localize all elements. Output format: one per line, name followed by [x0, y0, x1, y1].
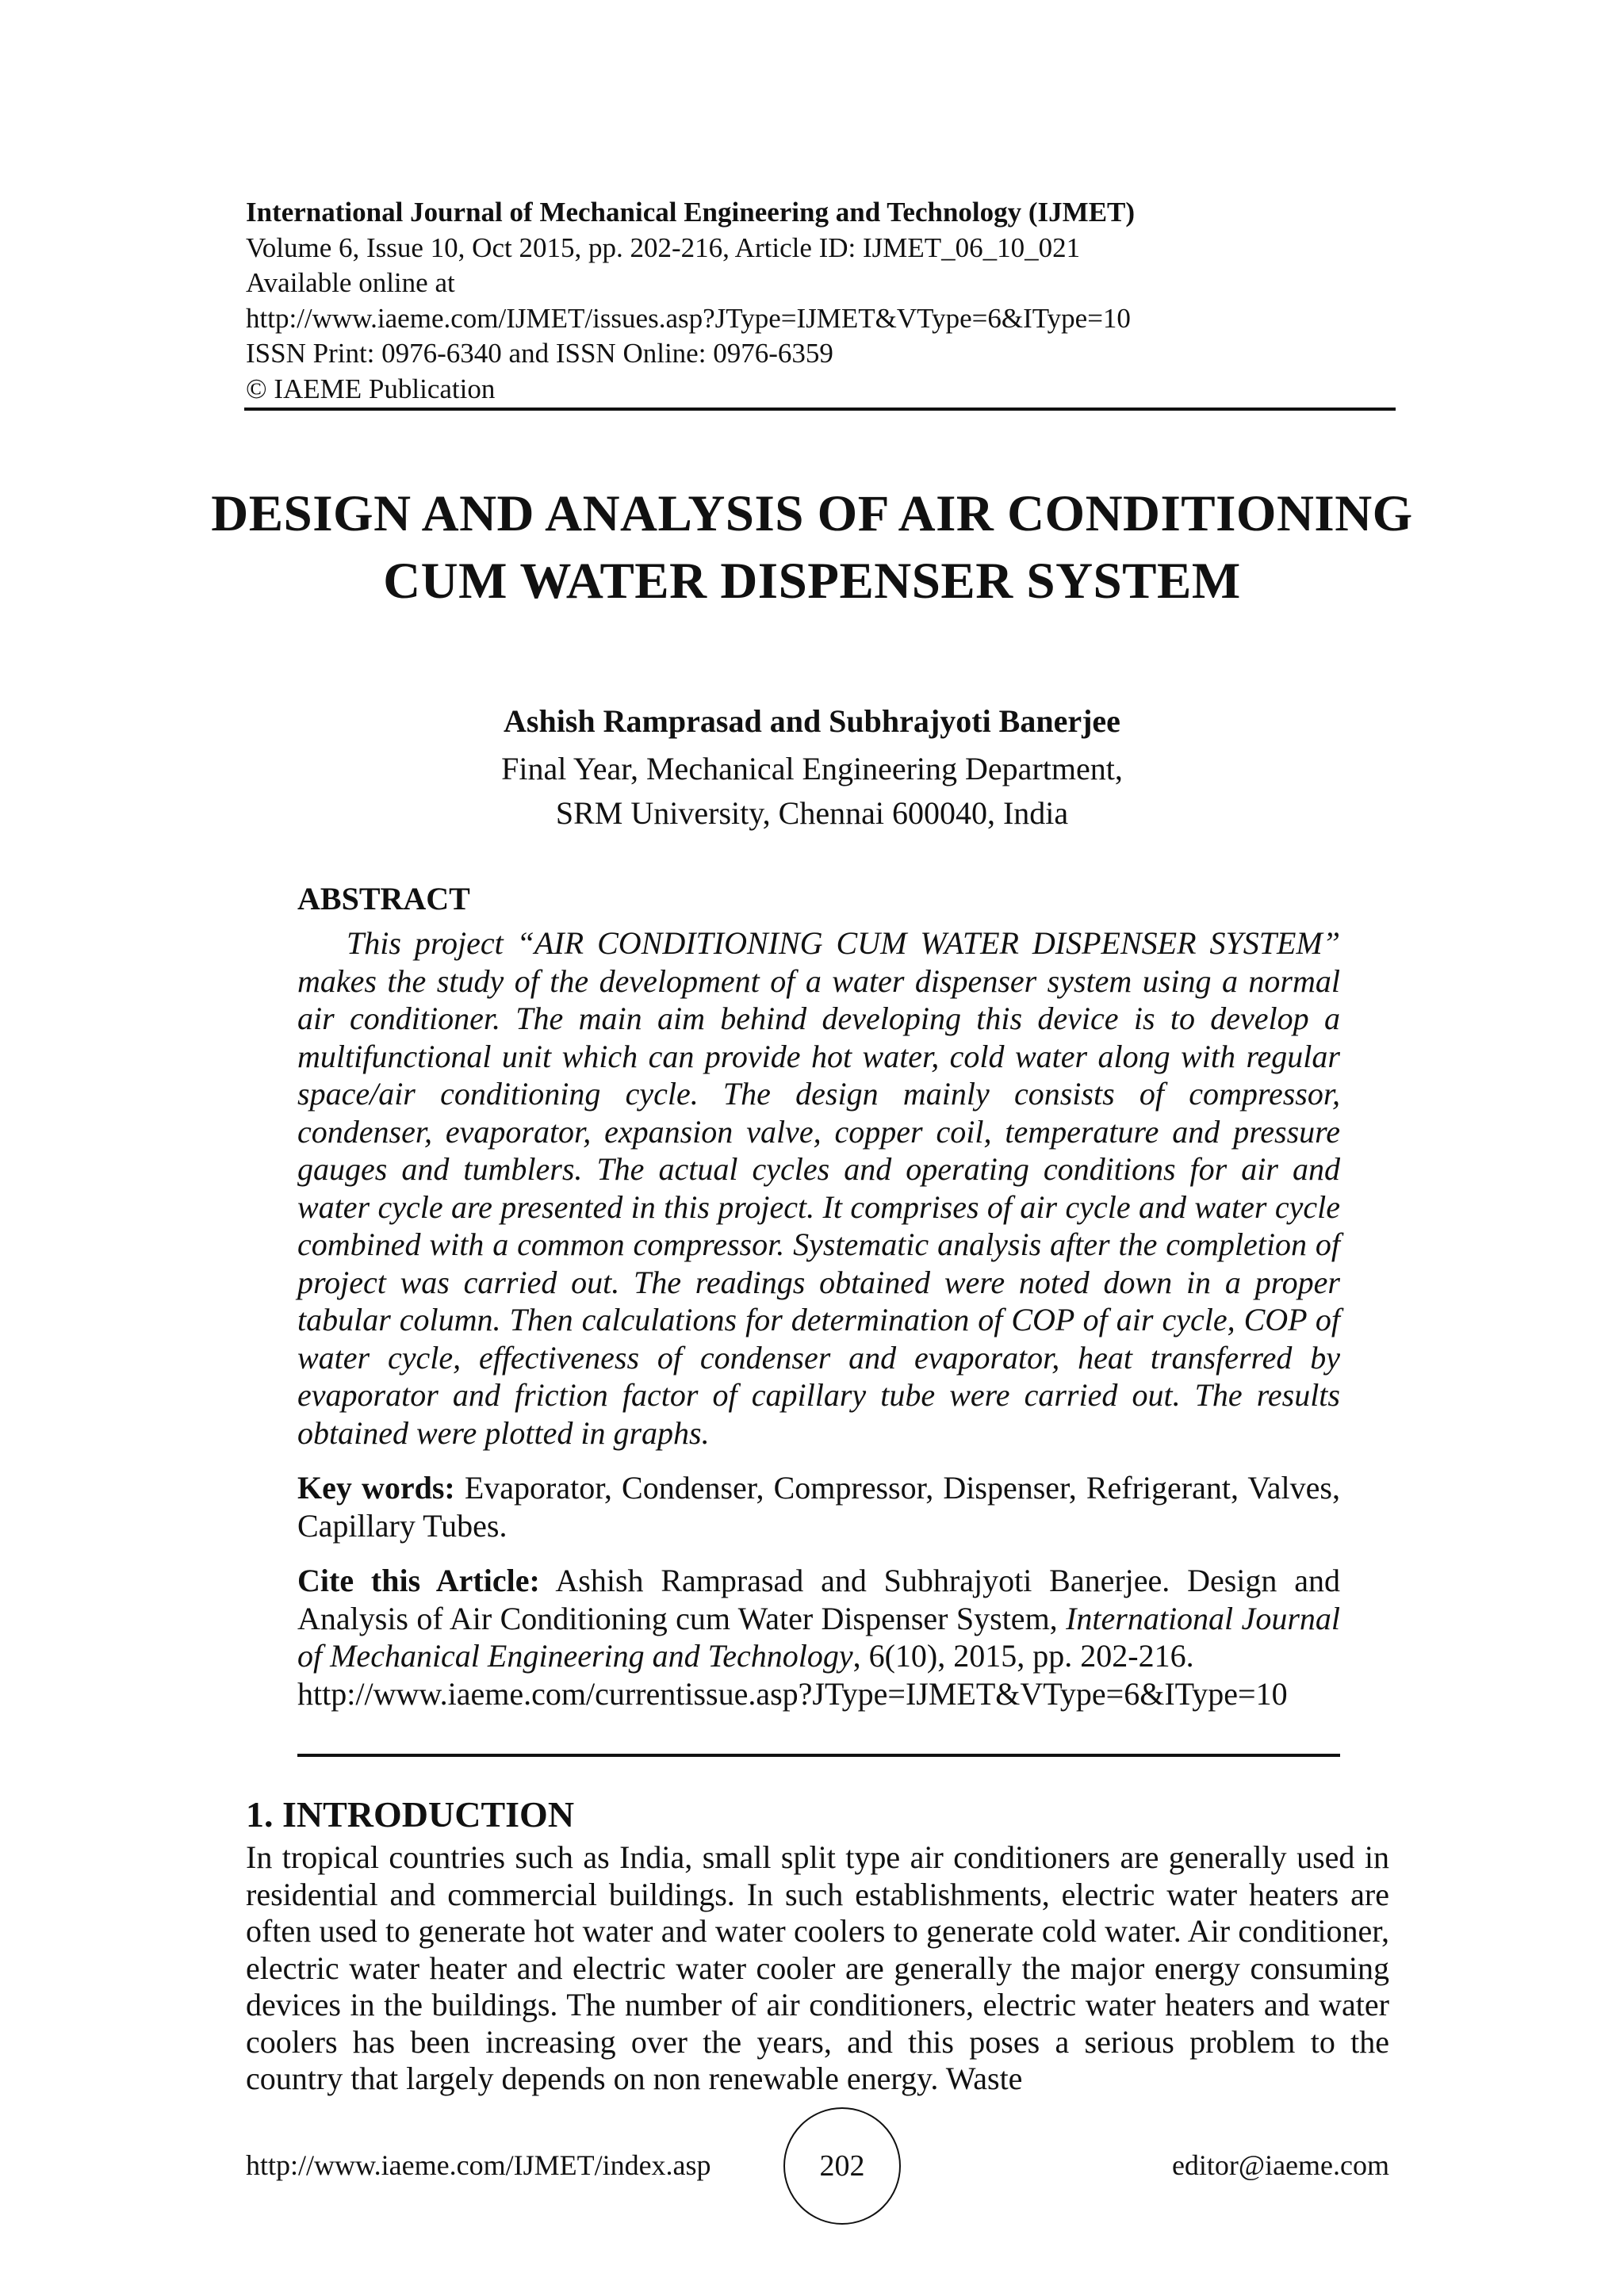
introduction-body: In tropical countries such as India, small split type air conditioners are generally used in residential and commercial buildings. In such establishments, electric water heaters are often used to generate hot water and water coolers to generate cold water. Air conditioner, electric water heater and electric water cooler are generally the major energy consuming devices in the buildings. The number of air conditioners, electric water heaters and water coolers has been increasing over the years, and this poses a serious problem to the country that largely depends on non renewable energy. Waste	[246, 1839, 1389, 2096]
abstract-body: This project “AIR CONDITIONING CUM WATER DISPENSER SYSTEM” makes the study of the development of a water dispenser system using a normal air conditioner. The main aim behind developing this device is to develop a multifunctional unit which can provide hot water, cold water along with regular space/air conditioning cycle. The design mainly consists of compressor, condenser, evaporator, expansion valve, copper coil, temperature and pressure gauges and tumblers. The actual cycles and operating conditions for air and water cycle are presented in this project. It comprises of air cycle and water cycle combined with a common compressor. Systematic analysis after the completion of project was carried out. The readings obtained were noted down in a proper tabular column. Then calculations for determination of COP of air cycle, COP of water cycle, effectiveness of condenser and evaporator, heat transferred by evaporator and friction factor of capillary tube were carried out. The results obtained were plotted in graphs.	[297, 925, 1340, 1451]
available-online: Available online at	[246, 267, 455, 298]
abstract-divider	[297, 1754, 1340, 1757]
page-number: 202	[783, 2107, 901, 2225]
abstract-section	[297, 877, 1340, 1712]
cite-text: Ashish Ramprasad and Subhrajyoti Banerjee. Design and Analysis of Air Conditioning cum Water Dispenser System,	[297, 1563, 1340, 1636]
keywords	[297, 1469, 1340, 1544]
keywords-label: Key words:	[297, 1470, 455, 1506]
paper-title: DESIGN AND ANALYSIS OF AIR CONDITIONING CUM WATER DISPENSER SYSTEM	[211, 485, 1413, 610]
affiliation-line-2: SRM University, Chennai 600040, India	[555, 795, 1069, 831]
cite-tail: , 6(10), 2015, pp. 202-216.	[852, 1638, 1194, 1674]
volume-line: Volume 6, Issue 10, Oct 2015, pp. 202-216, Article ID: IJMET_06_10_021	[246, 232, 1081, 263]
journal-header	[246, 195, 1396, 407]
introduction-heading: 1. INTRODUCTION	[246, 1794, 575, 1835]
cite-url[interactable]: http://www.iaeme.com/currentissue.asp?JType=IJMET&VType=6&IType=10	[297, 1675, 1288, 1712]
citation	[297, 1562, 1340, 1712]
keywords-text: Evaporator, Condenser, Compressor, Dispenser, Refrigerant, Valves, Capillary Tubes.	[297, 1470, 1340, 1544]
issue-url[interactable]: http://www.iaeme.com/IJMET/issues.asp?JType=IJMET&VType=6&IType=10	[246, 302, 1131, 334]
author-names: Ashish Ramprasad and Subhrajyoti Banerjee	[504, 703, 1120, 739]
cite-journal: International Journal of Mechanical Engineering and Technology	[297, 1600, 1340, 1674]
cite-label: Cite this Article:	[297, 1563, 540, 1598]
abstract-heading: ABSTRACT	[297, 881, 470, 916]
publisher-line: © IAEME Publication	[246, 373, 496, 404]
header-divider	[244, 408, 1396, 411]
footer-url[interactable]: http://www.iaeme.com/IJMET/index.asp	[246, 2149, 711, 2181]
issn-line: ISSN Print: 0976-6340 and ISSN Online: 0976-6359	[246, 338, 833, 369]
footer-email[interactable]: editor@iaeme.com	[1171, 2149, 1389, 2181]
affiliation-line-1: Final Year, Mechanical Engineering Department,	[501, 751, 1123, 786]
journal-name: International Journal of Mechanical Engineering and Technology (IJMET)	[246, 197, 1136, 228]
author-block	[238, 699, 1386, 836]
